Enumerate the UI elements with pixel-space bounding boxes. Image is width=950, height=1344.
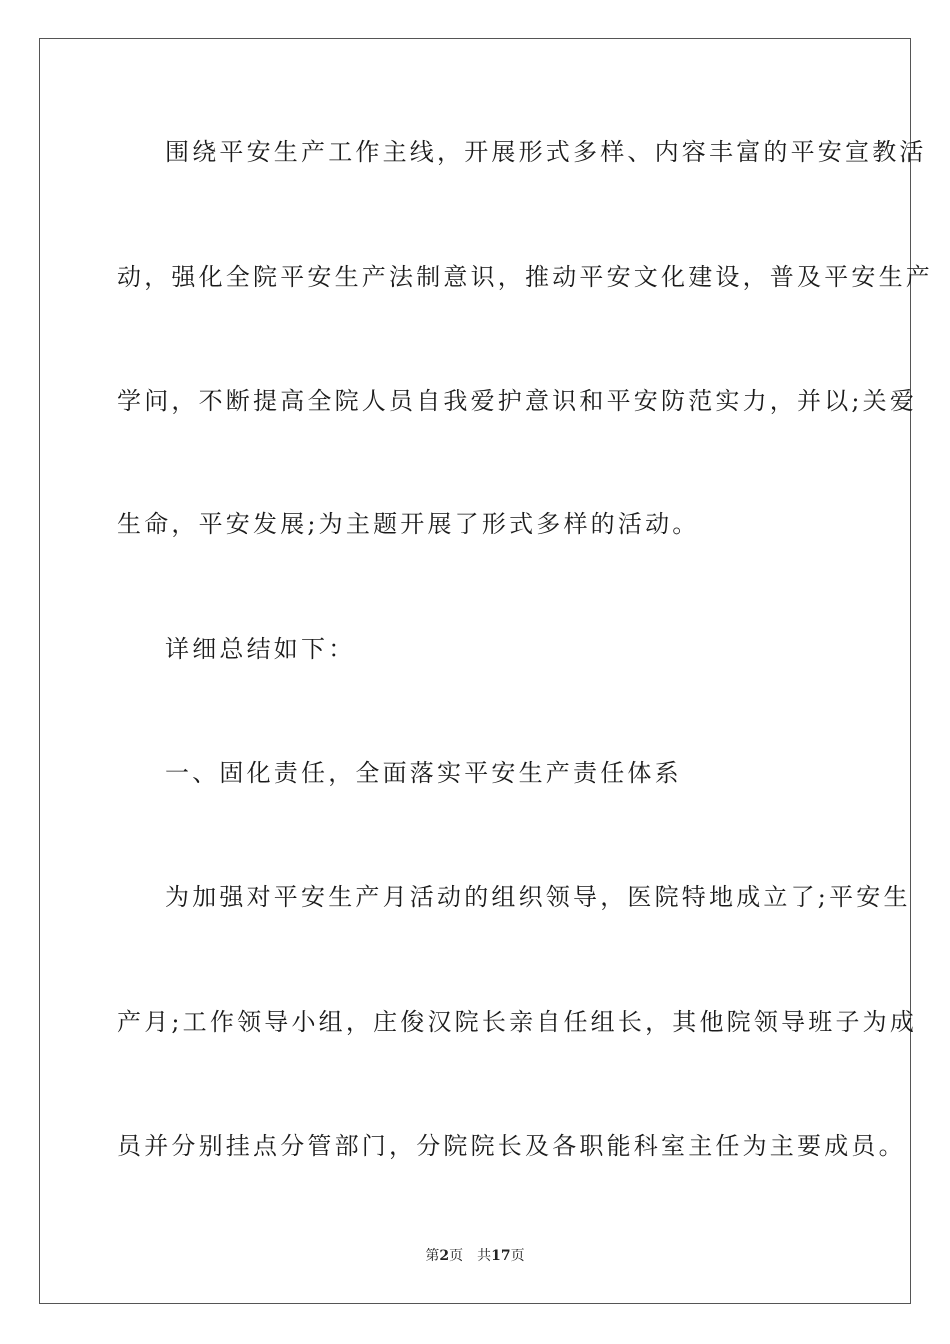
total-suffix: 页 <box>510 1248 525 1264</box>
paragraph-line-4: 生命，平安发展;为主题开展了形式多样的活动。 <box>117 510 700 538</box>
section-heading-1: 一、固化责任，全面落实平安生产责任体系 <box>165 759 682 787</box>
page-prefix: 第 <box>425 1248 440 1264</box>
paragraph-line-1: 围绕平安生产工作主线，开展形式多样、内容丰富的平安宣教活 <box>165 138 927 166</box>
page-current-number: 2 <box>439 1248 450 1264</box>
paragraph-line-2: 动，强化全院平安生产法制意识，推动平安文化建设，普及平安生产 <box>117 263 933 291</box>
total-prefix: 共 <box>477 1248 492 1264</box>
page-suffix: 页 <box>449 1248 464 1264</box>
summary-intro-line: 详细总结如下： <box>165 635 356 663</box>
page-frame <box>39 38 911 1304</box>
page-footer <box>0 1247 950 1265</box>
paragraph-line-3: 学问，不断提高全院人员自我爱护意识和平安防范实力，并以;关爱 <box>117 387 918 415</box>
paragraph-line-7: 员并分别挂点分管部门，分院院长及各职能科室主任为主要成员。 <box>117 1132 906 1160</box>
paragraph-line-5: 为加强对平安生产月活动的组织领导，医院特地成立了;平安生 <box>165 883 911 911</box>
page-total-number: 17 <box>491 1248 511 1264</box>
paragraph-line-6: 产月;工作领导小组，庄俊汉院长亲自任组长，其他院领导班子为成 <box>117 1008 918 1036</box>
